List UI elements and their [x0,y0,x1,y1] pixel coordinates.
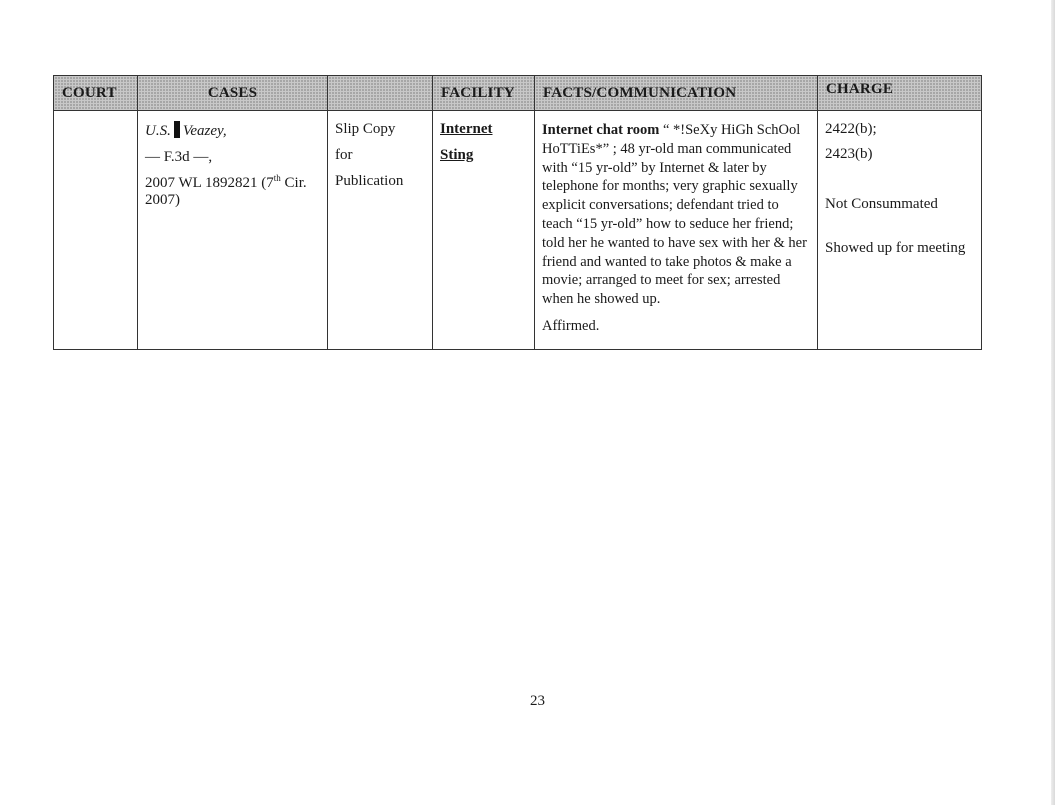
header-blank [328,76,433,111]
status-line-3: Publication [335,173,404,189]
facts-outcome: Affirmed. [542,317,600,334]
redaction-mark [174,121,180,138]
status-line-1: Slip Copy [335,121,396,137]
facility-cell [433,111,535,350]
header-cases: CASES [138,76,328,111]
charge-statute-1: 2422(b); [825,121,877,137]
charge-status: Not Consummated [825,196,938,212]
header-facts: FACTS/COMMUNICATION [535,76,818,111]
charge-statute-2: 2423(b) [825,146,873,162]
header-facility: FACILITY [433,76,535,111]
charge-cell [818,111,982,350]
case-citation: 2007 WL 1892821 (7th Cir. 2007) [145,173,307,208]
facility-internet: Internet [440,121,493,137]
court-cell [54,111,138,350]
case-reporter: — F.3d —, [145,149,213,165]
header-charge: CHARGE [818,76,982,111]
facility-sting: Sting [440,147,474,163]
facts-heading: Internet chat room [542,122,660,138]
case-name: U.S. Veazey, [145,123,227,139]
facts-cell [535,111,818,350]
charge-note: Showed up for meeting [825,240,966,256]
facts-text: Internet chat room “ *!SeXy HiGh SchOol HoTTiEs*” ; 48 yr-old man communicated with “15 yr-old” by Internet & later by telephone for months; very graphic sexually explicit conversations; defendant tried to teach “15 yr-old” how to seduce her friend; told her he wanted to have sex with her & her friend and wanted to take photos & make a movie; arranged to meet for sex; arrested when he showed up. [542,122,807,308]
status-cell [328,111,433,350]
header-court: COURT [54,76,138,111]
case-cell [138,111,328,350]
case-table [53,75,982,350]
table-row [54,111,982,350]
page-number: 23 [530,693,545,709]
status-line-2: for [335,147,353,163]
scan-edge [1051,0,1055,805]
table-header-row [54,76,982,111]
